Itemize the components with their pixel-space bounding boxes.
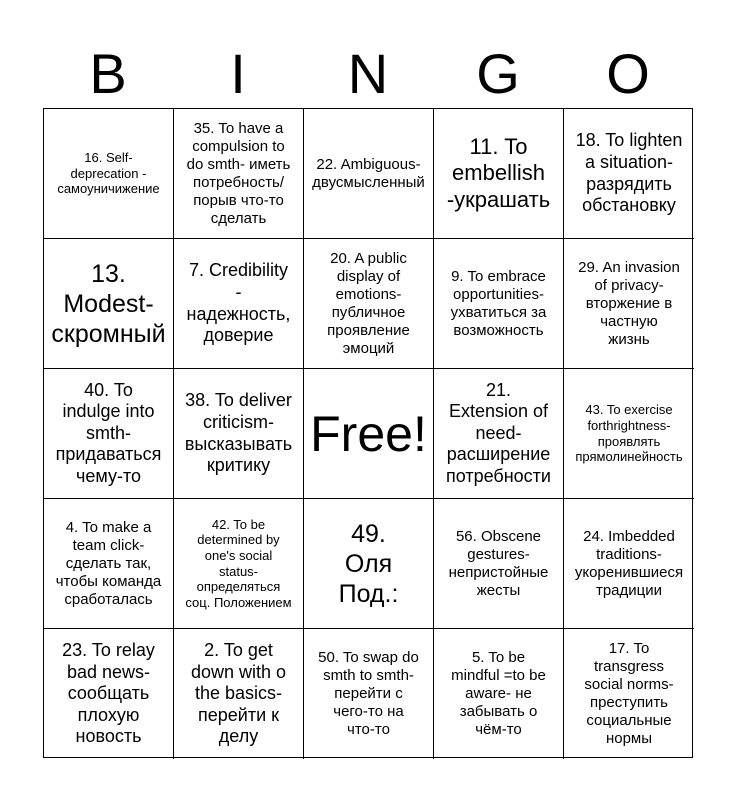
bingo-cell[interactable]: 29. An invasion of privacy- вторжение в частную жизнь <box>564 239 694 369</box>
header-letter-i: I <box>230 42 246 105</box>
bingo-cell[interactable]: 16. Self- deprecation - самоуничижение <box>44 109 174 239</box>
bingo-cell[interactable]: 56. Obscene gestures- непристойные жесты <box>434 499 564 629</box>
bingo-cell[interactable]: 43. To exercise forthrightness- проявлять прямолинейность <box>564 369 694 499</box>
bingo-cell[interactable]: 18. To lighten a situation- разрядить обстановку <box>564 109 694 239</box>
bingo-cell[interactable]: 11. To embellish -украшать <box>434 109 564 239</box>
bingo-cell[interactable]: 20. A public display of emotions- публичное проявление эмоций <box>304 239 434 369</box>
bingo-cell[interactable]: 17. To transgress social norms- преступить социальные нормы <box>584 640 674 747</box>
bingo-cell[interactable]: 38. To deliver criticism- высказывать критику <box>174 369 304 499</box>
bingo-cell[interactable]: 23. To relay bad news- сообщать плохую новость <box>44 629 174 759</box>
bingo-cell[interactable]: 7. Credibility - надежность, доверие <box>174 239 304 369</box>
header-letter-g: G <box>476 42 520 105</box>
bingo-cell[interactable]: 24. Imbedded traditions- укоренившиеся традиции <box>564 499 694 629</box>
bingo-cell[interactable]: 4. To make a team click- сделать так, чтобы команда сработалась <box>44 499 174 629</box>
bingo-cell[interactable]: 50. To swap do smth to smth- перейти с чего-то на что-то <box>304 629 434 759</box>
bingo-cell[interactable]: 42. To be determined by one's social status- определяться соц. Положением <box>174 499 304 629</box>
header-letter-o: O <box>606 42 650 105</box>
bingo-cell[interactable]: 35. To have a compulsion to do smth- иметь потребность/ порыв что-то сделать <box>174 109 304 239</box>
free-space[interactable]: Free! <box>304 369 434 499</box>
bingo-cell[interactable]: 40. To indulge into smth- придаваться чему-то <box>44 369 174 499</box>
bingo-header <box>43 40 693 108</box>
bingo-cell[interactable]: 22. Ambiguous- двусмысленный <box>304 109 434 239</box>
bingo-cell[interactable]: 9. To embrace opportunities- ухватиться за возможность <box>434 239 564 369</box>
bingo-cell[interactable]: 49. Оля Под.: <box>304 499 434 629</box>
bingo-cell[interactable]: 13. Modest- скромный <box>44 239 174 369</box>
bingo-grid <box>43 108 693 758</box>
header-letter-b: B <box>89 42 127 105</box>
header-letter-n: N <box>347 42 389 105</box>
bingo-cell[interactable]: 5. To be mindful =to be aware- не забывать о чём-то <box>434 629 564 759</box>
bingo-cell[interactable]: 2. To get down with o the basics- перейти к делу <box>174 629 304 759</box>
bingo-cell[interactable]: 21. Extension of need- расширение потребности <box>434 369 564 499</box>
